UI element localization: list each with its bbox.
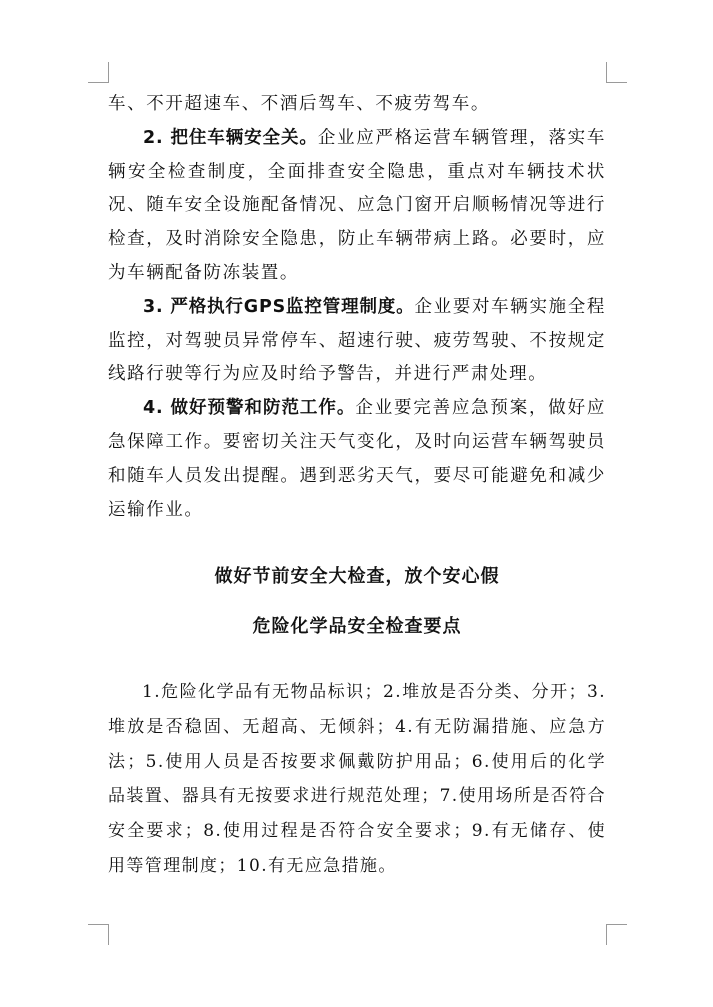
- section-subheading: 危险化学品安全检查要点: [252, 616, 462, 637]
- paragraph-gps-monitoring: [108, 291, 606, 392]
- paragraph-lead: 3. 严格执行GPS监控管理制度。: [143, 296, 415, 317]
- checklist-paragraph: 1.危险化学品有无物品标识；2.堆放是否分类、分开；3.堆放是否稳固、无超高、无倾斜；4.有无防漏措施、应急方法；5.使用人员是否按要求佩戴防护用品；6.使用后的化学品装置、器具有无按要求进行规范处理；7.使用场所是否符合安全要求；8.使用过程是否符合安全要求；9.有无储存、使用等管理制度；10.有无应急措施。: [108, 682, 606, 876]
- paragraph-text: 企业要完善应急预案，做好应急保障工作。要密切关注天气变化，及时向运营车辆驾驶员和随车人员发出提醒。遇到恶劣天气，要尽可能避免和减少运输作业。: [108, 398, 606, 520]
- paragraph-lead: 2. 把住车辆安全关。: [143, 127, 318, 148]
- crop-mark-bottom-left: [88, 924, 109, 945]
- crop-mark-bottom-right: [606, 924, 627, 945]
- crop-mark-top-left: [88, 62, 109, 83]
- paragraph-lead: 4. 做好预警和防范工作。: [143, 398, 356, 419]
- vehicle-safety-section: [108, 88, 606, 527]
- paragraph-vehicle-check: [108, 122, 606, 291]
- chemical-checklist-section: [108, 675, 606, 884]
- paragraph-warning-prevention: [108, 392, 606, 527]
- paragraph-text: 企业要对车辆实施全程监控，对驾驶员异常停车、超速行驶、疲劳驾驶、不按规定线路行驶等行为应及时给予警告，并进行严肃处理。: [108, 296, 607, 385]
- crop-mark-top-right: [606, 62, 627, 83]
- section-heading: 做好节前安全大检查，放个安心假: [214, 566, 500, 587]
- paragraph-continuation: 车、不开超速车、不酒后驾车、不疲劳驾车。: [108, 94, 490, 114]
- paragraph-text: 企业应严格运营车辆管理，落实车辆安全检查制度，全面排查安全隐患，重点对车辆技术状况、随车安全设施配备情况、应急门窗开启顺畅情况等进行检查，及时消除安全隐患，防止车辆带病上路。必要时，应为车辆配备防冻装置。: [108, 127, 607, 283]
